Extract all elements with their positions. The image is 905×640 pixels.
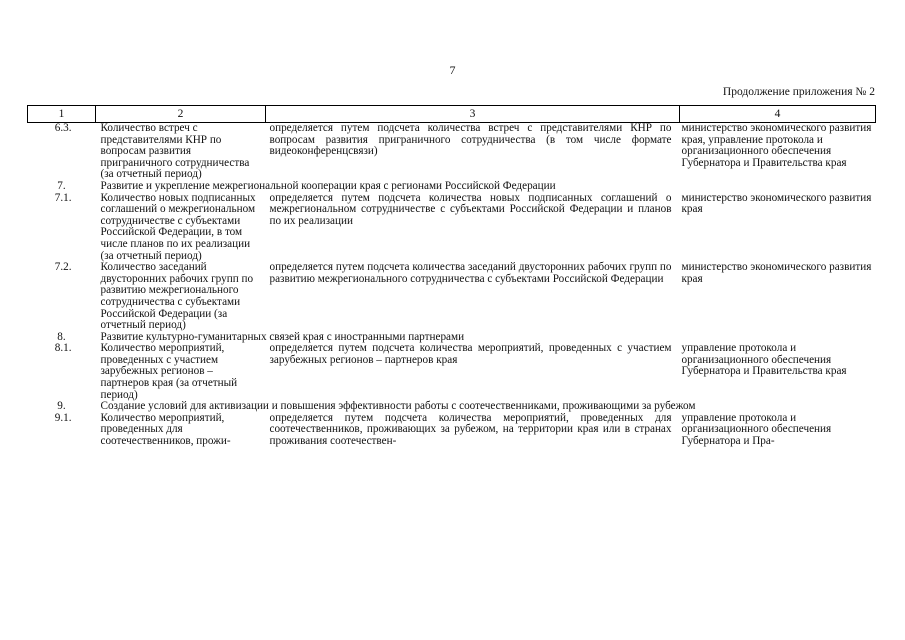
indicator-name: Количество встреч с представителями КНР по вопросам развития приграничного сотрудничества (за отчетный период)	[100, 122, 250, 181]
responsible-body: управление протокола и организационного обеспечения Губернатора и Пра-	[681, 411, 832, 448]
header-cell-3: 3	[266, 106, 680, 123]
calculation-method: определяется путем подсчета количества заседаний двусторонних рабочих групп по развитию межрегионального сотрудничества с субъектами Российской Федерации	[269, 261, 672, 285]
section-title: Развитие культурно-гуманитарных связей края с иностранными партнерами	[100, 330, 465, 343]
row-number: 7.1.	[54, 191, 72, 204]
section-title: Создание условий для активизации и повышения эффективности работы с соотечественниками, проживающими за рубежом	[100, 400, 696, 413]
continuation-label: Продолжение приложения № 2	[722, 86, 875, 98]
appendix-table	[27, 105, 876, 448]
calculation-method: определяется путем подсчета количества мероприятий, проведенных с участием зарубежных регионов – партнеров края	[269, 342, 672, 366]
indicator-name: Количество мероприятий, проведенных для соотечественников, прожи-	[100, 411, 231, 448]
table-header-row	[28, 106, 876, 123]
row-number: 8.1.	[54, 342, 72, 355]
table-row-7-2	[28, 262, 876, 332]
responsible-body: управление протокола и организационного обеспечения Губернатора и Правительства края	[681, 342, 847, 378]
row-number: 9.1.	[54, 411, 72, 424]
section-number: 9.	[57, 400, 66, 413]
calculation-method: определяется путем подсчета количества новых подписанных соглашений о межрегиональном сотрудничестве с субъектами Российской Федерации и планов по их реализации	[269, 191, 672, 227]
row-number: 6.3.	[54, 122, 72, 134]
row-number: 7.2.	[54, 261, 72, 274]
table-row-8-1	[28, 343, 876, 401]
responsible-body: министерство экономического развития края, управление протокола и организационного обеспечения Губернатора и Правительства края	[681, 122, 872, 169]
responsible-body: министерство экономического развития края	[681, 191, 872, 216]
section-title: Развитие и укрепление межрегиональной кооперации края с регионами Российской Федерации	[100, 179, 556, 192]
indicator-name: Количество мероприятий, проведенных с участием зарубежных регионов – партнеров края (за отчетный период)	[100, 342, 238, 401]
table-row-6-3	[28, 123, 876, 181]
calculation-method: определяется путем подсчета количества мероприятий, проведенных для соотечественников, проживающих за рубежом, на территории края или в странах проживания соотечествен-	[269, 411, 672, 448]
indicator-name: Количество новых подписанных соглашений о межрегиональном сотрудничестве с субъектами Российской Федерации, в том числе планов по их реализации (за отчетный период)	[100, 191, 256, 262]
table-row-9-1	[28, 413, 876, 448]
indicator-name: Количество заседаний двусторонних рабочих групп по развитию межрегионального сотрудничества с субъектами Российской Федерации (за отчетный период)	[100, 261, 254, 332]
table-row-7-1	[28, 193, 876, 263]
section-number: 8.	[57, 330, 66, 343]
page-number: 7	[449, 63, 456, 77]
section-number: 7.	[57, 179, 66, 192]
responsible-body: министерство экономического развития края	[681, 261, 872, 285]
section-row-7	[28, 181, 876, 193]
header-cell-2: 2	[96, 106, 266, 123]
header-cell-1: 1	[28, 106, 96, 123]
calculation-method: определяется путем подсчета количества встреч с представителями КНР по вопросам развития приграничного сотрудничества (в том числе формате видеоконференцсвязи)	[269, 122, 672, 158]
header-cell-4: 4	[680, 106, 876, 123]
